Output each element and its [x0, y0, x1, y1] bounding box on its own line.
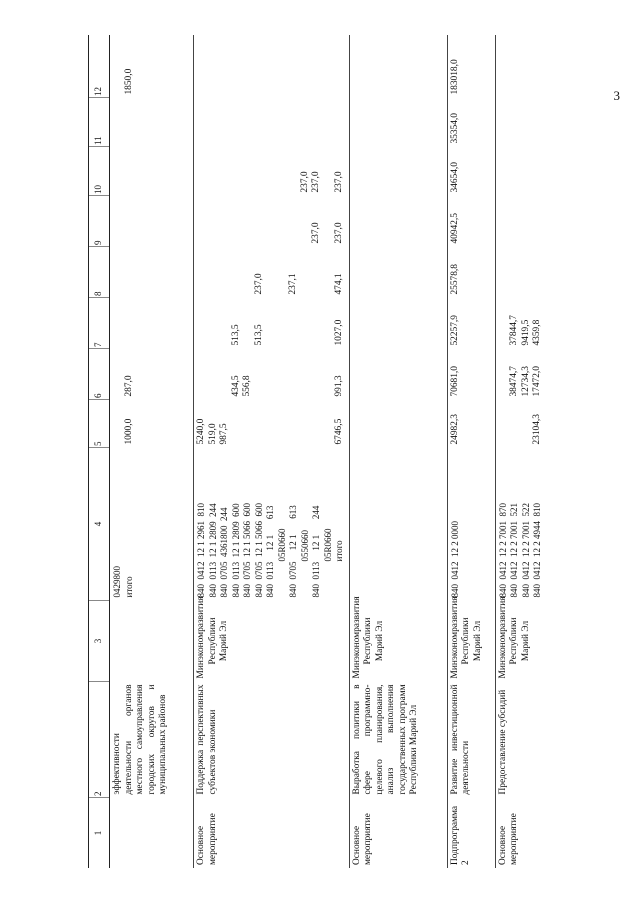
row-value-5: [349, 400, 447, 448]
row-value-7: [110, 298, 194, 349]
row-title: Поддержка перспективных субъектов экономики: [194, 682, 350, 798]
row-value-9: [349, 196, 447, 247]
header-row: [89, 35, 110, 868]
row-value-6: 434,5 556,8 991,3: [194, 349, 350, 400]
table-row: [194, 35, 350, 868]
row-value-11: [495, 98, 547, 147]
row-value-7: 513,5 513,5 1027,0: [194, 298, 350, 349]
col-header-12: 12: [89, 35, 110, 98]
row-type: Основное мероприятие: [194, 798, 350, 869]
row-value-12: [349, 35, 447, 98]
row-value-6: 70681,0: [447, 349, 495, 400]
row-value-7: [349, 298, 447, 349]
row-executor: Минэкономразвития Республики Марий Эл: [447, 601, 495, 682]
row-executor: [110, 601, 194, 682]
row-value-8: 237,0 237,1 474,1: [194, 247, 350, 298]
row-value-7: 37844,7 9419,5 4359,8: [495, 298, 547, 349]
row-executor: Минэкономразвития Республики Марий Эл: [495, 601, 547, 682]
row-value-9: [495, 196, 547, 247]
col-header-7: 7: [89, 298, 110, 349]
row-value-6: 287,0: [123, 375, 134, 397]
row-value-10: [349, 147, 447, 196]
table-row: [110, 35, 194, 868]
row-executor: Минэкономразвития Республики Марий Эл: [194, 601, 350, 682]
col-header-1: 1: [89, 798, 110, 869]
row-value-5: 5240,0 519,0 987,5 6746,5: [194, 400, 350, 448]
col-header-8: 8: [89, 247, 110, 298]
row-value-10: [495, 147, 547, 196]
row-type: [110, 798, 194, 869]
row-value-11: 35354,0: [447, 98, 495, 147]
row-value-11: [110, 98, 194, 147]
col-header-9: 9: [89, 196, 110, 247]
col-header-5: 5: [89, 400, 110, 448]
row-executor: Минэкономразвития Республики Марий Эл: [349, 601, 447, 682]
row-value-12: 183018,0: [447, 35, 495, 98]
row-type: Основное мероприятие: [495, 798, 547, 869]
table-row: [349, 35, 447, 868]
row-budget-code: 840 0412 12 2 7001 870 840 0412 12 2 7001 521 840 0412 12 2 7001 522 840 0412 12 2 4944 810: [495, 448, 547, 601]
row-value-8: 25578,8: [447, 247, 495, 298]
row-value-10: 237,0 237,0 237,0: [194, 147, 350, 196]
row-title: Развитие инвестиционной деятельности: [447, 682, 495, 798]
table-row: [495, 35, 547, 868]
row-value-11: [194, 98, 350, 147]
row-budget-code: 840 0412 12 1 2961 810 840 0113 12 1 2809 244 840 0705 4361800 244 840 0113 12 1 2809 600 840 0705 12 1 5066 600 840 0705 12 1 5066 600 840 0113 12 1 613 05R0660 840 0705 12 1 613 0550660 840 0113 12 1 244 05R0660 итого: [194, 448, 350, 601]
rotated-table-page: [88, 58, 640, 868]
row-title: эффективности деятельности органов местного самоуправления городских округов и муниципальных районов: [112, 684, 168, 795]
col-header-2: 2: [89, 682, 110, 798]
row-value-9: 40942,5: [447, 196, 495, 247]
row-value-5: 1000,0: [123, 418, 134, 445]
row-value-12: [194, 35, 350, 98]
row-value-6: 38474,7 12734,3 17472,0: [495, 349, 547, 400]
row-value-5: 23104,3: [495, 400, 547, 448]
row-value-10: [110, 147, 194, 196]
row-budget-code: 0429800 итого: [112, 566, 134, 598]
row-value-12: [495, 35, 547, 98]
row-budget-code: 840 0412 12 2 0000: [447, 448, 495, 601]
budget-table: [88, 35, 547, 868]
row-value-5: 24982,3: [447, 400, 495, 448]
row-title: Предоставление субсидий: [495, 682, 547, 798]
col-header-3: 3: [89, 601, 110, 682]
col-header-6: 6: [89, 349, 110, 400]
row-title: Выработка политики в сфере программно-целевого планирования, анализ выполнения государственных программ Республики Марий Эл: [349, 682, 447, 798]
row-value-8: [110, 247, 194, 298]
page-number: 3: [613, 88, 620, 103]
row-value-9: 237,0 237,0: [194, 196, 350, 247]
col-header-4: 4: [89, 448, 110, 601]
row-type: Подпрограмма 2: [447, 798, 495, 869]
col-header-11: 11: [89, 98, 110, 147]
row-value-10: 34654,0: [447, 147, 495, 196]
row-value-11: [349, 98, 447, 147]
table-row: [447, 35, 495, 868]
row-value-9: [110, 196, 194, 247]
row-type: Основное мероприятие: [349, 798, 447, 869]
row-value-8: [495, 247, 547, 298]
row-value-6: [349, 349, 447, 400]
row-budget-code: [349, 448, 447, 601]
row-value-12: 1850,0: [123, 68, 134, 95]
row-value-8: [349, 247, 447, 298]
col-header-10: 10: [89, 147, 110, 196]
row-value-7: 52257,9: [447, 298, 495, 349]
